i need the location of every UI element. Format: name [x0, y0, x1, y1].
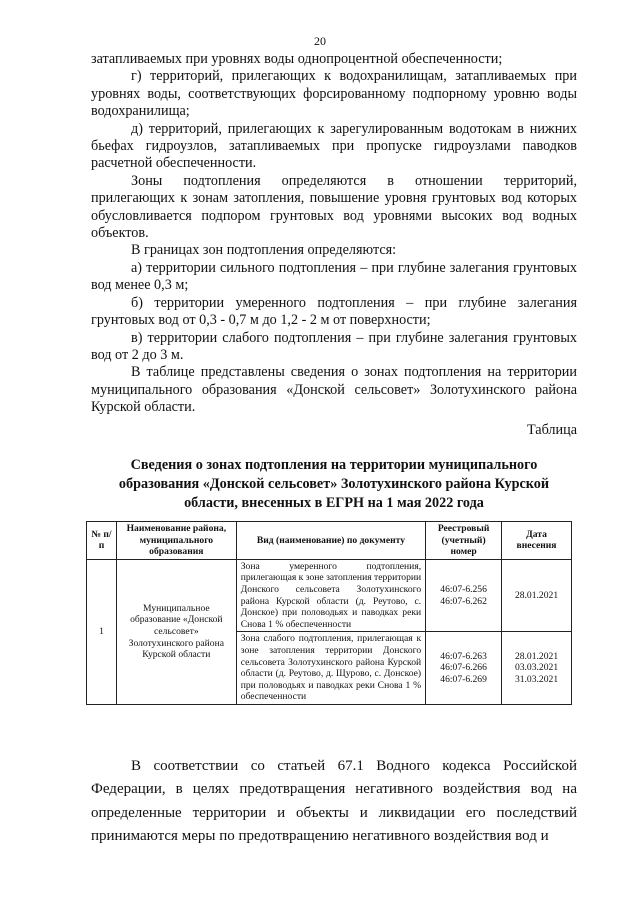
- table-row: [87, 559, 572, 632]
- page-number: 20: [314, 34, 326, 48]
- paragraph: В таблице представлены сведения о зонах подтопления на территории муниципального образования «Донской сельсовет» Золотухинского района Курской области.: [91, 364, 577, 416]
- body-text: [91, 51, 577, 439]
- paragraph: в) территории слабого подтопления – при глубине залегания грунтовых вод от 2 до 3 м.: [91, 329, 577, 363]
- header-date: Дата внесения: [502, 522, 572, 560]
- header-kind: Вид (наименование) по документу: [236, 522, 425, 560]
- cell-district: Муниципальное образование «Донской сельсовет» Золотухинского района Курской области: [116, 559, 236, 704]
- table-header-row: [87, 522, 572, 560]
- paragraph: д) территорий, прилегающих к зарегулированным водотокам в нижних бьефах гидроузлов, затапливаемых при пропуске гидроузлами паводков расчетной обеспеченности.: [91, 120, 577, 172]
- reg-number: 46:07-6.262: [440, 595, 487, 607]
- cell-reg-numbers: [426, 559, 502, 632]
- cell-dates: [502, 559, 572, 632]
- cell-reg-numbers: [426, 632, 502, 705]
- table-caption-label: Таблица: [526, 421, 577, 438]
- entry-date: 28.01.2021: [514, 589, 559, 601]
- cell-dates: [502, 632, 572, 705]
- reg-number: 46:07-6.266: [440, 662, 487, 674]
- paragraph: затапливаемых при уровнях воды однопроцентной обеспеченности;: [91, 51, 503, 67]
- header-reg-number: Реестровый (учетный) номер: [426, 522, 502, 560]
- paragraph: а) территории сильного подтопления – при глубине залегания грунтовых вод менее 0,3 м;: [91, 259, 577, 294]
- flood-zones-table: [86, 521, 572, 705]
- reg-number: 46:07-6.269: [440, 673, 487, 685]
- paragraph: В границах зон подтопления определяются:: [131, 242, 397, 259]
- cell-num: 1: [87, 559, 117, 704]
- reg-number: 46:07-6.263: [440, 650, 487, 662]
- final-text: [91, 755, 577, 849]
- paragraph: г) территорий, прилегающих к водохранилищам, затапливаемых при уровнях воды, соответствующих форсированному подпорному уровню воды водохранилища;: [91, 68, 577, 120]
- paragraph: б) территории умеренного подтопления – при глубине залегания грунтовых вод от 0,3 - 0,7 м до 1,2 - 2 м от поверхности;: [91, 294, 577, 329]
- paragraph: В соответствии со статьей 67.1 Водного кодекса Российской Федерации, в целях предотвращения негативного воздействия вод на определенные территории и объекты и ликвидации его последствий принимаются меры по предотвращению негативного воздействия вод и: [91, 758, 577, 845]
- entry-date: 31.03.2021: [514, 673, 559, 685]
- reg-number: 46:07-6.256: [440, 583, 487, 595]
- cell-zone-kind: Зона слабого подтопления, прилегающая к зоне затопления территории Донского сельсовета Золотухинского района Курской области (д. Реутово, д. Щурово, с. Донское) при половодьях и паводках реки Снова 1 % обеспеченности: [236, 632, 425, 705]
- header-num: № п/п: [87, 522, 117, 560]
- cell-zone-kind: Зона умеренного подтопления, прилегающая к зоне затопления территории Донского сельсовета Золотухинского района Курской области (д. Реутово, с. Донское) при половодьях и паводках реки Снова 1 % обеспеченности: [236, 559, 425, 632]
- table-title: Сведения о зонах подтопления на территории муниципального образования «Донской сельсовет» Золотухинского района Курской области, внесенных в ЕГРН на 1 мая 2022 года: [118, 457, 550, 511]
- entry-date: 28.01.2021: [514, 650, 559, 662]
- entry-date: 03.03.2021: [514, 662, 559, 674]
- header-district: Наименование района, муниципального образования: [116, 522, 236, 560]
- paragraph: Зоны подтопления определяются в отношении территорий, прилегающих к зонам затопления, повышение уровня грунтовых вод которых обусловливается подпором грунтовых вод уровнями высоких вод водных объектов.: [91, 172, 577, 242]
